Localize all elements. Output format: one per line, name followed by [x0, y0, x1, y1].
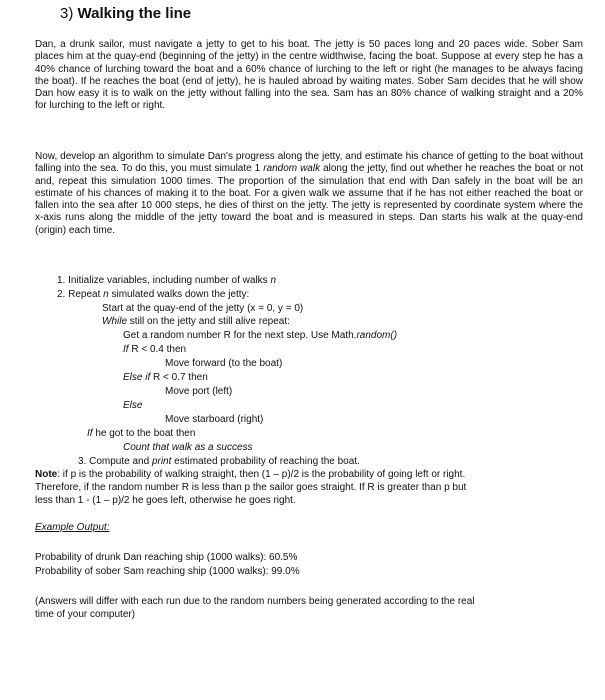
- while-keyword: While: [102, 316, 128, 327]
- algorithm-start: Start at the quay-end of the jetty (x = 0, y = 0): [102, 303, 304, 314]
- closing-line-2: time of your computer): [35, 609, 136, 620]
- note-text-1: : if p is the probability of walking straight, then (1 – p)/2 is the probability of going left or right.: [57, 469, 466, 480]
- if-boat-keyword: If: [87, 428, 93, 439]
- algorithm-count-success: Count that walk as a success: [123, 442, 253, 453]
- example-heading: Example Output:: [35, 522, 110, 533]
- else-if-condition: R < 0.7 then: [150, 372, 208, 383]
- section-title: Walking the line: [77, 5, 192, 22]
- step-2-suffix: simulated walks down the jetty:: [108, 289, 250, 300]
- algorithm-while: [102, 316, 290, 328]
- step-3-keyword: print: [151, 456, 172, 467]
- note-line-1: [35, 469, 465, 481]
- algorithm-if-boat: [87, 428, 195, 440]
- algorithm-if: [123, 344, 186, 356]
- task-text-start: Now, develop an algorithm to simulate Dan's progress along the jetty, and estimate his chance of getting to the boat without falling into the sea. To do this, you must simulate 1: [35, 151, 583, 175]
- example-line-2: Probability of sober Sam reaching ship (1000 walks): 99.0%: [35, 566, 300, 577]
- step-3-prefix: 3. Compute and: [78, 456, 152, 467]
- intro-paragraph: Dan, a drunk sailor, must navigate a jetty to get to his boat. The jetty is 50 paces long and 20 paces wide. Sober Sam places him at the quay-end (beginning of the jetty) in the centre widthwise, facing the boat. Suppose at every step he has a 40% chance of lurching toward the boat and a 60% chance of lurching to the left or right (he manages to be always facing the boat). If he reaches the boat (end of jetty), he is hauled abroad by waiting mates. Sober Sam decides that he will show Dan how easy it is to walk on the jetty without falling into the sea. Sam has an 80% chance of walking straight and a 20% for lurching to the left or right.: [35, 39, 583, 112]
- section-heading: [60, 5, 191, 22]
- if-keyword: If: [123, 344, 129, 355]
- algorithm-else-if: [123, 372, 208, 384]
- example-line-1: Probability of drunk Dan reaching ship (1000 walks): 60.5%: [35, 552, 298, 563]
- note-line-2: Therefore, if the random number R is less than p the sailor goes straight. If R is greater than p but: [35, 482, 467, 493]
- while-condition: still on the jetty and still alive repeat:: [127, 316, 290, 327]
- algorithm-else: Else: [123, 400, 143, 411]
- get-random-text: Get a random number R for the next step. Use Math.: [123, 330, 357, 341]
- task-text-emphasis: random walk: [263, 163, 321, 175]
- if-boat-condition: he got to the boat then: [92, 428, 196, 439]
- section-number: 3): [60, 5, 74, 22]
- if-condition: R < 0.4 then: [128, 344, 187, 355]
- closing-line-1: (Answers will differ with each run due to the random numbers being generated according to the real: [35, 596, 475, 607]
- else-if-keyword: Else if: [123, 372, 151, 383]
- step-2-variable: n: [103, 289, 109, 300]
- step-1-variable: n: [270, 275, 276, 286]
- algorithm-step-3: [78, 456, 360, 468]
- algorithm-move-starboard: Move starboard (right): [165, 414, 264, 425]
- algorithm-step-1: [57, 275, 276, 287]
- note-label: Note: [35, 469, 58, 480]
- algorithm-step-2: [57, 289, 249, 301]
- note-line-3: less than 1 - (1 – p)/2 he goes left, otherwise he goes right.: [35, 495, 296, 506]
- algorithm-move-port: Move port (left): [165, 386, 233, 397]
- task-paragraph: [35, 151, 583, 237]
- algorithm-move-forward: Move forward (to the boat): [165, 358, 283, 369]
- task-text-end: along the jetty, find out whether he reaches the boat or not and, repeat this simulation 1000 times. The proportion of the simulation that end with Dan safely in the boat will be an estimate of his chances of making it to the boat. For a given walk we assume that if he has not either reached the boat or fallen into the sea after 10 000 steps, he dies of thirst on the jetty. The jetty is represented by coordinate system where the x-axis runs along the middle of the jetty toward the boat and is measured in steps. Dan starts his walk at the quay-end (origin) each time.: [35, 163, 583, 236]
- algorithm-get-random: [123, 330, 397, 342]
- step-1-text: 1. Initialize variables, including number of walks: [57, 275, 271, 286]
- get-random-function: random(): [356, 330, 398, 341]
- step-2-prefix: 2. Repeat: [57, 289, 104, 300]
- step-3-suffix: estimated probability of reaching the boat.: [171, 456, 360, 467]
